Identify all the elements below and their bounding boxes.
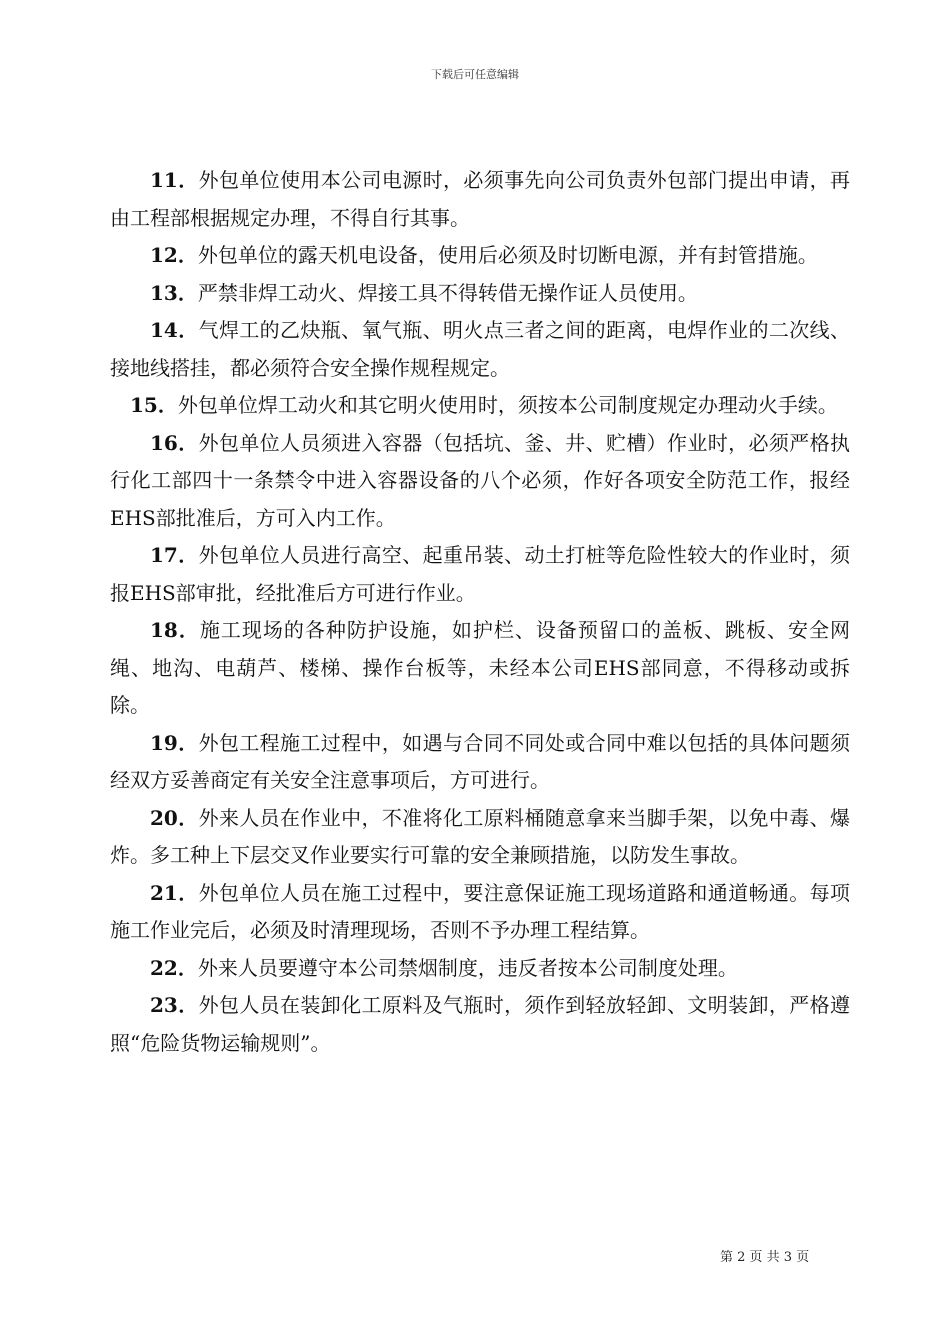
clause-number: 16．	[150, 430, 199, 455]
clause-text: 外包单位使用本公司电源时，必须事先向公司负责外包部门提出申请，再由工程部根据规定办理，不得自行其事。	[110, 168, 850, 230]
clause-21	[110, 875, 850, 950]
clause-text: 外包工程施工过程中，如遇与合同不同处或合同中难以包括的具体问题须经双方妥善商定有关安全注意事项后，方可进行。	[110, 730, 850, 792]
clause-number: 19．	[150, 730, 199, 755]
clause-17	[110, 537, 850, 612]
clause-text: 外来人员在作业中，不准将化工原料桶随意拿来当脚手架，以免中毒、爆炸。多工种上下层交叉作业要实行可靠的安全兼顾措施，以防发生事故。	[110, 805, 850, 867]
header-note: 下载后可任意编辑	[431, 68, 519, 81]
clause-number: 17．	[150, 543, 199, 567]
clause-13	[110, 275, 850, 313]
clause-23	[110, 987, 850, 1062]
clause-19	[110, 725, 850, 800]
clause-number: 20．	[150, 805, 199, 830]
clause-number: 14．	[150, 318, 199, 342]
clause-number: 12．	[150, 243, 198, 267]
clause-14	[110, 312, 850, 387]
clause-text: 严禁非焊工动火、焊接工具不得转借无操作证人员使用。	[197, 280, 698, 305]
clause-number: 18．	[150, 618, 200, 642]
clause-number: 23．	[150, 993, 199, 1017]
clause-text: 外包单位人员须进入容器（包括坑、釜、井、贮槽）作业时，必须严格执行化工部四十一条禁令中进入容器设备的八个必须，作好各项安全防范工作，报经EHS部批准后，方可入内工作。	[110, 430, 850, 530]
clause-number: 21．	[150, 880, 199, 905]
clause-20	[110, 800, 850, 875]
clause-16	[110, 425, 850, 538]
clause-text: 外包单位人员在施工过程中，要注意保证施工现场道路和通道畅通。每项施工作业完后，必须及时清理现场，否则不予办理工程结算。	[110, 880, 850, 942]
clause-text: 气焊工的乙炔瓶、氧气瓶、明火点三者之间的距离，电焊作业的二次线、接地线搭挂，都必须符合安全操作规程规定。	[110, 318, 850, 380]
clause-text: 外包人员在装卸化工原料及气瓶时，须作到轻放轻卸、文明装卸，严格遵照“危险货物运输规则”。	[110, 993, 850, 1055]
page-number: 第 2 页 共 3 页	[720, 1250, 810, 1265]
clause-22	[110, 950, 850, 988]
clause-15	[110, 387, 850, 425]
clause-text: 外包单位的露天机电设备，使用后必须及时切断电源，并有封管措施。	[197, 243, 818, 267]
clause-12	[110, 237, 850, 275]
clause-text: 外包单位焊工动火和其它明火使用时，须按本公司制度规定办理动火手续。	[177, 393, 838, 417]
clause-number: 13．	[150, 280, 198, 305]
document-body	[110, 162, 850, 1062]
clause-18	[110, 612, 850, 725]
clause-11	[110, 162, 850, 237]
clause-number: 15．	[130, 393, 178, 417]
clause-number: 11．	[150, 168, 199, 192]
clause-number: 22．	[150, 955, 198, 980]
clause-text: 施工现场的各种防护设施，如护栏、设备预留口的盖板、跳板、安全网绳、地沟、电葫芦、楼梯、操作台板等，未经本公司EHS部同意，不得移动或拆除。	[110, 618, 850, 717]
clause-text: 外来人员要遵守本公司禁烟制度，违反者按本公司制度处理。	[197, 955, 738, 980]
clause-text: 外包单位人员进行高空、起重吊装、动土打桩等危险性较大的作业时，须报EHS部审批，经批准后方可进行作业。	[110, 543, 850, 605]
